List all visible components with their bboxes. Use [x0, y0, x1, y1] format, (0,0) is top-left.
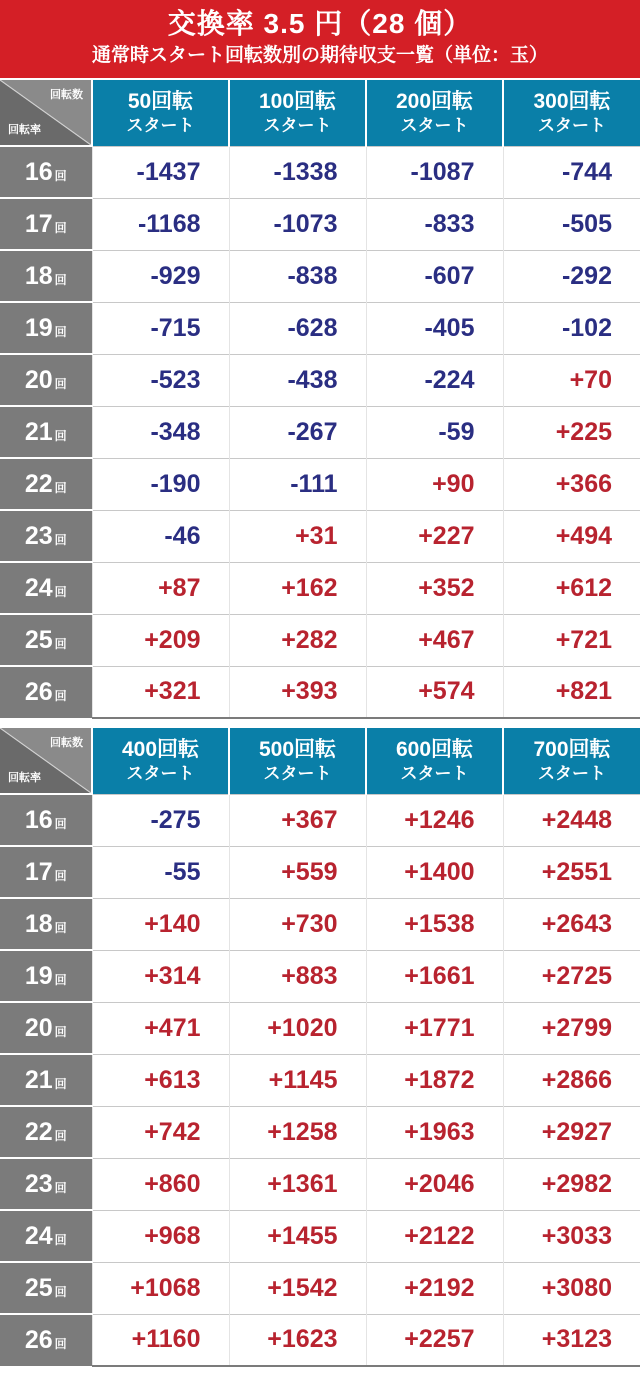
- column-header: [92, 80, 229, 146]
- table-row: [0, 1158, 640, 1210]
- column-header-start: スタート: [538, 115, 606, 135]
- expected-value-cell: +1872: [366, 1054, 503, 1106]
- expected-value-cell: +321: [92, 666, 229, 718]
- spin-rate-value: 17: [24, 209, 53, 238]
- spin-rate-unit: 回: [54, 1180, 67, 1195]
- table-row: [0, 1314, 640, 1366]
- row-header-spin-rate: [0, 146, 92, 198]
- expected-value-cell: +613: [92, 1054, 229, 1106]
- corner-header: [0, 728, 92, 794]
- expected-value-cell: +2257: [366, 1314, 503, 1366]
- expected-value-cell: +3033: [503, 1210, 640, 1262]
- spin-rate-unit: 回: [54, 376, 67, 391]
- expected-value-cell: +1455: [229, 1210, 366, 1262]
- expected-value-cell: +1258: [229, 1106, 366, 1158]
- column-header-start: スタート: [263, 763, 332, 783]
- expected-value-cell: -190: [92, 458, 229, 510]
- column-header-spins: 200回転: [395, 89, 474, 113]
- column-header-start: スタート: [126, 115, 195, 135]
- expected-value-table-1: [0, 80, 640, 719]
- spin-rate-unit: 回: [54, 816, 67, 831]
- expected-value-cell: +1538: [366, 898, 503, 950]
- spin-rate-value: 26: [24, 1326, 53, 1354]
- spin-rate-value: 25: [24, 1273, 53, 1302]
- row-header-spin-rate: [0, 458, 92, 510]
- spin-rate-value: 19: [24, 313, 53, 342]
- row-header-spin-rate: [0, 302, 92, 354]
- table-row: [0, 198, 640, 250]
- expected-value-cell: +494: [503, 510, 640, 562]
- expected-value-cell: +367: [229, 794, 366, 846]
- expected-value-cell: -1338: [229, 146, 366, 198]
- spin-rate-unit: 回: [54, 1024, 67, 1039]
- spin-rate-value: 21: [24, 1065, 53, 1094]
- spin-rate-unit: 回: [54, 584, 67, 599]
- row-header-spin-rate: [0, 1314, 92, 1366]
- row-header-spin-rate: [0, 1106, 92, 1158]
- spin-rate-value: 19: [24, 961, 53, 990]
- expected-value-cell: +2866: [503, 1054, 640, 1106]
- spin-rate-value: 21: [24, 417, 53, 446]
- spin-rate-value: 23: [24, 1169, 53, 1198]
- column-header-spins: 100回転: [258, 89, 337, 113]
- row-header-spin-rate: [0, 250, 92, 302]
- spin-rate-unit: 回: [54, 1284, 67, 1299]
- expected-value-cell: +821: [503, 666, 640, 718]
- expected-value-cell: +883: [229, 950, 366, 1002]
- column-header: [229, 80, 366, 146]
- spin-rate-value: 24: [24, 1221, 53, 1250]
- expected-value-cell: +1963: [366, 1106, 503, 1158]
- expected-value-cell: +393: [229, 666, 366, 718]
- column-header-start: スタート: [538, 763, 606, 783]
- expected-value-cell: +2046: [366, 1158, 503, 1210]
- row-header-spin-rate: [0, 666, 92, 718]
- expected-value-cell: +1661: [366, 950, 503, 1002]
- corner-header: [0, 80, 92, 146]
- table-row: [0, 146, 640, 198]
- column-header-spins: 400回転: [121, 737, 200, 761]
- column-header-start: スタート: [126, 763, 195, 783]
- spin-rate-unit: 回: [54, 272, 67, 287]
- expected-value-cell: +2799: [503, 1002, 640, 1054]
- row-header-spin-rate: [0, 1002, 92, 1054]
- expected-value-cell: +225: [503, 406, 640, 458]
- table-row: [0, 846, 640, 898]
- expected-value-cell: +2122: [366, 1210, 503, 1262]
- row-header-spin-rate: [0, 794, 92, 846]
- corner-spin-rate-label: 回転率: [8, 124, 41, 136]
- spin-rate-unit: 回: [54, 480, 67, 495]
- expected-value-cell: +467: [366, 614, 503, 666]
- expected-value-cell: -292: [503, 250, 640, 302]
- expected-value-cell: +1145: [229, 1054, 366, 1106]
- expected-value-cell: -715: [92, 302, 229, 354]
- spin-rate-value: 22: [24, 1117, 53, 1146]
- expected-value-cell: -111: [229, 458, 366, 510]
- spin-rate-value: 18: [24, 261, 53, 290]
- expected-value-cell: -505: [503, 198, 640, 250]
- row-header-spin-rate: [0, 406, 92, 458]
- expected-value-cell: -628: [229, 302, 366, 354]
- expected-value-cell: +2927: [503, 1106, 640, 1158]
- expected-value-cell: +140: [92, 898, 229, 950]
- table-row: [0, 1054, 640, 1106]
- expected-value-cell: +1771: [366, 1002, 503, 1054]
- expected-value-cell: +471: [92, 1002, 229, 1054]
- column-header: [92, 728, 229, 794]
- expected-value-cell: +742: [92, 1106, 229, 1158]
- spin-rate-unit: 回: [54, 1076, 67, 1091]
- table-row: [0, 1262, 640, 1314]
- table-body: [0, 146, 640, 718]
- expected-value-cell: +3080: [503, 1262, 640, 1314]
- column-header-start: スタート: [400, 763, 469, 783]
- column-header-spins: 500回転: [258, 737, 337, 761]
- expected-value-cell: +1160: [92, 1314, 229, 1366]
- expected-value-cell: +366: [503, 458, 640, 510]
- spin-rate-value: 24: [24, 573, 53, 602]
- table-row: [0, 302, 640, 354]
- expected-value-cell: -838: [229, 250, 366, 302]
- expected-value-cell: +87: [92, 562, 229, 614]
- spin-rate-value: 20: [24, 365, 53, 394]
- expected-value-cell: -1087: [366, 146, 503, 198]
- column-header-spins: 600回転: [395, 737, 474, 761]
- expected-value-cell: +209: [92, 614, 229, 666]
- expected-value-cell: -46: [92, 510, 229, 562]
- corner-spin-rate-label: 回転率: [8, 772, 41, 784]
- column-header: [503, 80, 640, 146]
- expected-value-cell: +2551: [503, 846, 640, 898]
- expected-value-cell: -405: [366, 302, 503, 354]
- table-row: [0, 898, 640, 950]
- row-header-spin-rate: [0, 562, 92, 614]
- spin-rate-value: 16: [24, 805, 53, 834]
- expected-value-cell: +162: [229, 562, 366, 614]
- spin-rate-unit: 回: [54, 920, 67, 935]
- column-header-spins: 700回転: [533, 737, 611, 761]
- expected-value-cell: +730: [229, 898, 366, 950]
- title-banner: [0, 0, 640, 78]
- table-row: [0, 562, 640, 614]
- expected-value-cell: +612: [503, 562, 640, 614]
- column-header-start: スタート: [400, 115, 469, 135]
- spin-rate-unit: 回: [54, 1337, 67, 1351]
- spin-rate-value: 16: [24, 157, 53, 186]
- spin-rate-unit: 回: [54, 1232, 67, 1247]
- expected-value-cell: -929: [92, 250, 229, 302]
- expected-value-cell: +2448: [503, 794, 640, 846]
- expected-value-cell: +70: [503, 354, 640, 406]
- expected-value-cell: -607: [366, 250, 503, 302]
- table-row: [0, 666, 640, 718]
- column-header-spins: 50回転: [127, 89, 194, 113]
- spin-rate-unit: 回: [54, 868, 67, 883]
- row-header-spin-rate: [0, 950, 92, 1002]
- expected-value-cell: +1020: [229, 1002, 366, 1054]
- column-header: [503, 728, 640, 794]
- spin-rate-unit: 回: [54, 636, 67, 651]
- spin-rate-unit: 回: [54, 428, 67, 443]
- expected-value-table-2: [0, 728, 640, 1367]
- expected-value-cell: +2643: [503, 898, 640, 950]
- expected-value-cell: -523: [92, 354, 229, 406]
- expected-value-cell: -55: [92, 846, 229, 898]
- expected-value-cell: +352: [366, 562, 503, 614]
- table-row: [0, 406, 640, 458]
- spin-rate-unit: 回: [54, 1128, 67, 1143]
- page-subtitle: 通常時スタート回転数別の期待収支一覧（単位：玉）: [91, 45, 548, 66]
- expected-value-cell: -1073: [229, 198, 366, 250]
- table-row: [0, 250, 640, 302]
- column-header: [229, 728, 366, 794]
- column-header: [366, 80, 503, 146]
- table-row: [0, 1106, 640, 1158]
- expected-value-cell: +3123: [503, 1314, 640, 1366]
- table-row: [0, 354, 640, 406]
- spin-rate-value: 17: [24, 857, 53, 886]
- expected-value-cell: +968: [92, 1210, 229, 1262]
- table-row: [0, 1002, 640, 1054]
- expected-value-cell: -224: [366, 354, 503, 406]
- expected-value-cell: +2982: [503, 1158, 640, 1210]
- expected-value-cell: +282: [229, 614, 366, 666]
- column-header: [366, 728, 503, 794]
- expected-value-cell: -438: [229, 354, 366, 406]
- expected-value-cell: -1437: [92, 146, 229, 198]
- column-header-spins: 300回転: [533, 89, 611, 113]
- spin-rate-unit: 回: [54, 532, 67, 547]
- expected-value-cell: -267: [229, 406, 366, 458]
- row-header-spin-rate: [0, 1054, 92, 1106]
- row-header-spin-rate: [0, 510, 92, 562]
- expected-value-cell: -833: [366, 198, 503, 250]
- expected-value-cell: +1623: [229, 1314, 366, 1366]
- expected-value-cell: +314: [92, 950, 229, 1002]
- table-row: [0, 794, 640, 846]
- row-header-spin-rate: [0, 1210, 92, 1262]
- table-row: [0, 510, 640, 562]
- spin-rate-value: 18: [24, 909, 53, 938]
- spin-rate-unit: 回: [54, 220, 67, 235]
- expected-value-cell: -59: [366, 406, 503, 458]
- table-row: [0, 1210, 640, 1262]
- expected-value-cell: -348: [92, 406, 229, 458]
- expected-value-cell: -102: [503, 302, 640, 354]
- corner-spin-count-label: 回転数: [50, 737, 83, 749]
- corner-spin-count-label: 回転数: [50, 89, 83, 101]
- spin-rate-value: 20: [24, 1013, 53, 1042]
- expected-value-cell: +721: [503, 614, 640, 666]
- spin-rate-unit: 回: [54, 168, 67, 183]
- row-header-spin-rate: [0, 198, 92, 250]
- row-header-spin-rate: [0, 614, 92, 666]
- spin-rate-value: 25: [24, 625, 53, 654]
- spin-rate-value: 23: [24, 521, 53, 550]
- expected-value-cell: +1246: [366, 794, 503, 846]
- table-row: [0, 950, 640, 1002]
- expected-value-cell: +559: [229, 846, 366, 898]
- spin-rate-unit: 回: [54, 972, 67, 987]
- expected-value-cell: +1542: [229, 1262, 366, 1314]
- expected-value-cell: +1068: [92, 1262, 229, 1314]
- row-header-spin-rate: [0, 1262, 92, 1314]
- spin-rate-value: 22: [24, 469, 53, 498]
- page-title: 交換率 3.5 円（28 個）: [167, 8, 473, 39]
- expected-value-cell: +2725: [503, 950, 640, 1002]
- row-header-spin-rate: [0, 354, 92, 406]
- table-row: [0, 458, 640, 510]
- expected-value-cell: +574: [366, 666, 503, 718]
- spin-rate-unit: 回: [54, 689, 67, 703]
- expected-value-cell: +1400: [366, 846, 503, 898]
- table-body: [0, 794, 640, 1366]
- expected-value-cell: +90: [366, 458, 503, 510]
- row-header-spin-rate: [0, 1158, 92, 1210]
- spin-rate-value: 26: [24, 678, 53, 706]
- expected-value-cell: -744: [503, 146, 640, 198]
- expected-value-cell: +860: [92, 1158, 229, 1210]
- expected-value-cell: -275: [92, 794, 229, 846]
- expected-value-cell: +227: [366, 510, 503, 562]
- expected-value-cell: +1361: [229, 1158, 366, 1210]
- expected-value-cell: -1168: [92, 198, 229, 250]
- column-header-start: スタート: [263, 115, 332, 135]
- expected-value-cell: +2192: [366, 1262, 503, 1314]
- table-row: [0, 614, 640, 666]
- spin-rate-unit: 回: [54, 324, 67, 339]
- row-header-spin-rate: [0, 846, 92, 898]
- expected-value-cell: +31: [229, 510, 366, 562]
- row-header-spin-rate: [0, 898, 92, 950]
